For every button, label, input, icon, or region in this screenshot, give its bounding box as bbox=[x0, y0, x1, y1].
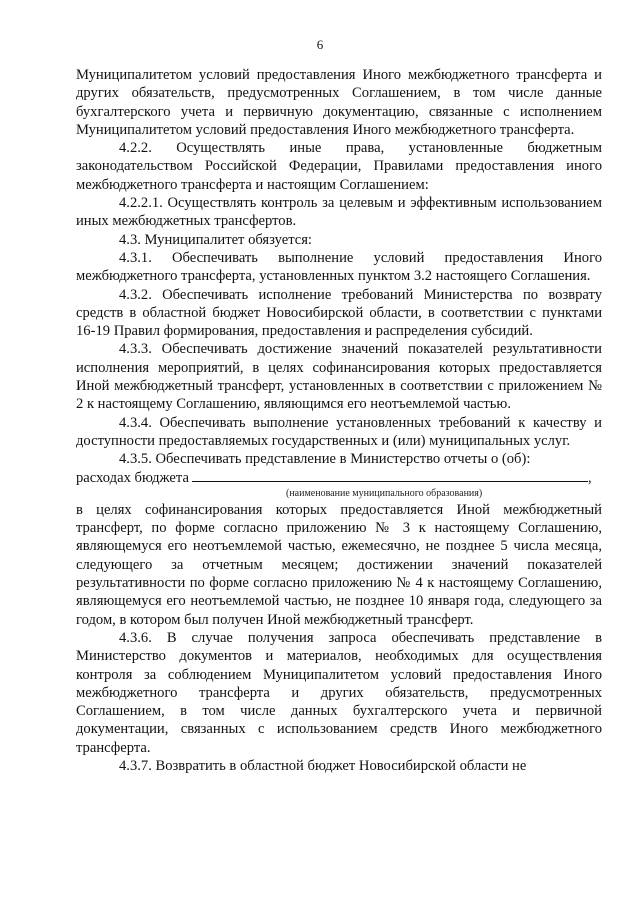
fill-in-comma: , bbox=[587, 469, 592, 486]
paragraph-4-3-6: 4.3.6. В случае получения запроса обеспечивать представление в Министерство документов и материалов, необходимых для осуществления контроля за соблюдением Муниципалитетом условий предоставления Иного межбюджетного трансферта и других обязательств, предусмотренных Соглашением, в том числе данных бухгалтерского учета и первичной документации, связанных с использованием средств Иного межбюджетного трансферта. bbox=[76, 629, 602, 756]
document-body bbox=[76, 66, 602, 775]
fill-in-label: расходах бюджета bbox=[76, 469, 189, 486]
page-number: 6 bbox=[316, 37, 324, 52]
fill-in-blank bbox=[192, 469, 588, 482]
paragraph-4-3-4: 4.3.4. Обеспечивать выполнение установленных требований к качеству и доступности предоставляемых государственных и (или) муниципальных услуг. bbox=[76, 414, 602, 449]
paragraph-4-3-1: 4.3.1. Обеспечивать выполнение условий предоставления Иного межбюджетного трансферта, установленных пунктом 3.2 настоящего Соглашения. bbox=[76, 249, 602, 285]
paragraph-4-3: 4.3. Муниципалитет обязуется: bbox=[119, 231, 312, 248]
paragraph-4-3-7: 4.3.7. Возвратить в областной бюджет Новосибирской области не bbox=[119, 757, 527, 774]
paragraph-continuation: Муниципалитетом условий предоставления Иного межбюджетного трансферта и других обязательств, предусмотренных Соглашением, в том числе данные бухгалтерского учета и первичную документацию, связанные с исполнением Муниципалитетом условий предоставления Иного межбюджетного трансферта. bbox=[76, 67, 602, 138]
paragraph-4-2-2-1: 4.2.2.1. Осуществлять контроль за целевым и эффективным использованием иных межбюджетных трансфертов. bbox=[76, 195, 602, 230]
fill-in-caption: (наименование муниципального образования) bbox=[286, 487, 483, 499]
fill-in-line bbox=[76, 469, 602, 487]
paragraph-4-3-3: 4.3.3. Обеспечивать достижение значений показателей результативности исполнения мероприятий, в целях софинансирования которых предоставляется Иной межбюджетный трансферт, установленных в соответствии с приложением № 2 к настоящему Соглашению, являющимся его неотъемлемой частью. bbox=[76, 341, 602, 413]
paragraph-4-3-5: 4.3.5. Обеспечивать представление в Министерство отчеты о (об): bbox=[119, 451, 531, 468]
paragraph-4-2-2: 4.2.2. Осуществлять иные права, установленные бюджетным законодательством Российской Федерации, Правилами предоставления иного межбюджетного трансферта и настоящим Соглашением: bbox=[76, 140, 602, 193]
paragraph-4-3-2: 4.3.2. Обеспечивать исполнение требований Министерства по возврату средств в областной бюджет Новосибирской области, в соответствии с пунктами 16-19 Правил формирования, предоставления и распределения субсидий. bbox=[76, 286, 602, 340]
paragraph-reports: в целях софинансирования которых предоставляется Иной межбюджетный трансферт, по форме согласно приложению № 3 к настоящему Соглашению, являющемуся его неотъемлемой частью, ежемесячно, не позднее 5 числа месяца, следующего за отчетным месяцем; достижении значений показателей результативности по форме согласно приложению № 4 к настоящему Соглашению, являющемуся его неотъемлемой частью, не позднее 10 января года, следующего за годом, в котором был получен Иной межбюджетный трансферт. bbox=[76, 501, 602, 628]
